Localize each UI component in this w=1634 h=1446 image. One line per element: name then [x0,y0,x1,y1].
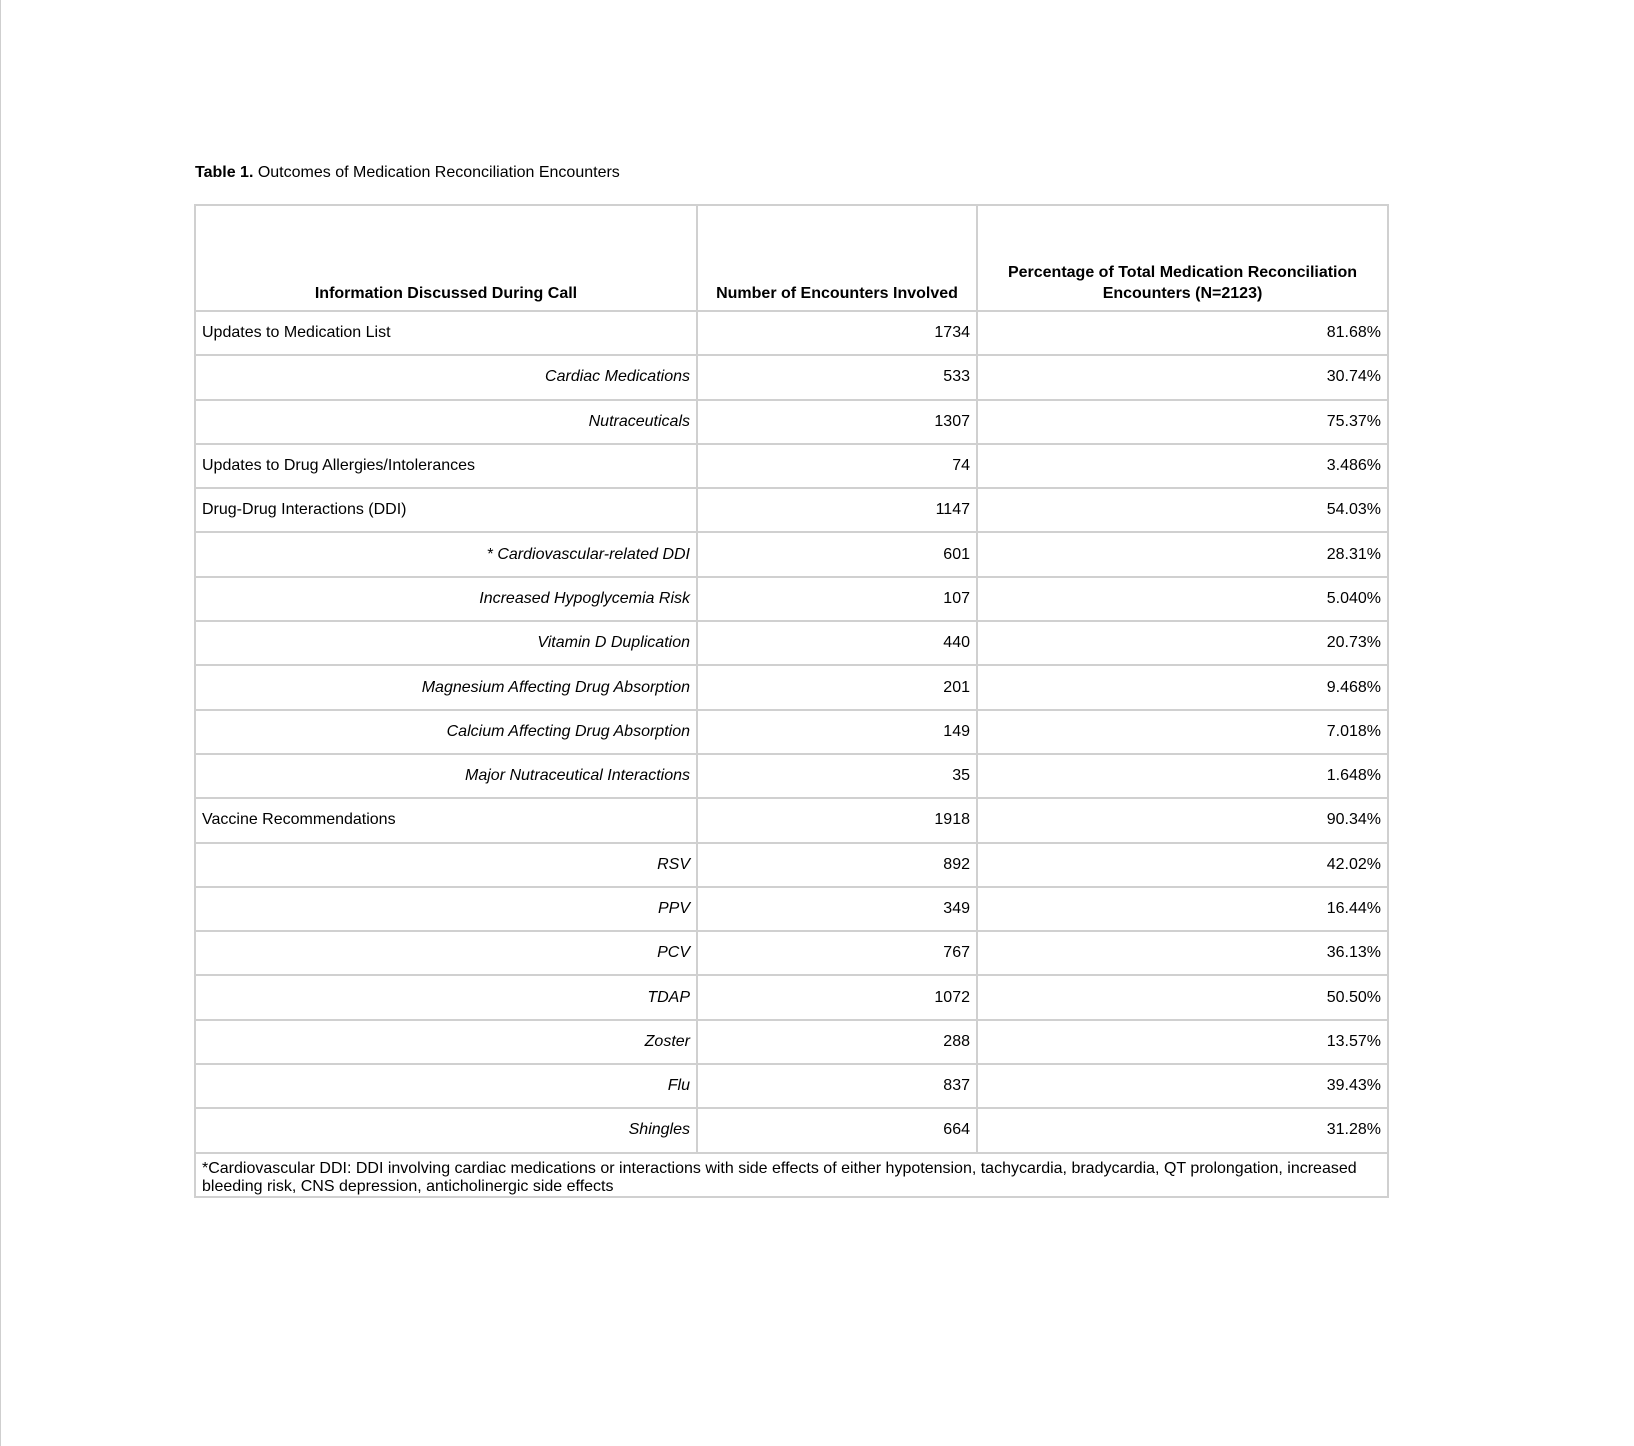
table-row [195,798,1388,842]
row-count: 349 [697,887,977,931]
row-label: Increased Hypoglycemia Risk [195,577,697,621]
row-percent: 7.018% [977,710,1388,754]
table-row [195,444,1388,488]
row-percent: 28.31% [977,532,1388,576]
row-count: 149 [697,710,977,754]
table-row [195,400,1388,444]
row-count: 1918 [697,798,977,842]
row-count: 1734 [697,311,977,355]
table-row [195,887,1388,931]
row-count: 201 [697,665,977,709]
table-row [195,488,1388,532]
table-row [195,843,1388,887]
header-count: Number of Encounters Involved [697,205,977,311]
row-percent: 13.57% [977,1020,1388,1064]
table-body [195,311,1388,1153]
row-count: 533 [697,355,977,399]
row-percent: 90.34% [977,798,1388,842]
row-percent: 75.37% [977,400,1388,444]
row-percent: 20.73% [977,621,1388,665]
row-count: 837 [697,1064,977,1108]
footnote-row [195,1153,1388,1197]
row-label: Cardiac Medications [195,355,697,399]
row-percent: 39.43% [977,1064,1388,1108]
row-percent: 9.468% [977,665,1388,709]
row-label: Shingles [195,1108,697,1152]
row-percent: 54.03% [977,488,1388,532]
row-count: 767 [697,931,977,975]
row-percent: 5.040% [977,577,1388,621]
table-row [195,1108,1388,1152]
outcomes-table [194,204,1389,1198]
row-percent: 50.50% [977,975,1388,1019]
row-percent: 42.02% [977,843,1388,887]
table-header-row [195,205,1388,311]
row-percent: 31.28% [977,1108,1388,1152]
table-row [195,931,1388,975]
table-row [195,311,1388,355]
row-count: 1147 [697,488,977,532]
table-row [195,710,1388,754]
row-label: Nutraceuticals [195,400,697,444]
table-caption-text: Outcomes of Medication Reconciliation Encounters [253,164,620,181]
row-label: Updates to Medication List [195,311,697,355]
row-label: Zoster [195,1020,697,1064]
row-label: Vaccine Recommendations [195,798,697,842]
row-label: * Cardiovascular-related DDI [195,532,697,576]
row-count: 35 [697,754,977,798]
table-row [195,665,1388,709]
table-caption [195,163,620,183]
row-count: 440 [697,621,977,665]
header-information: Information Discussed During Call [195,205,697,311]
row-count: 1307 [697,400,977,444]
table-row [195,621,1388,665]
row-count: 601 [697,532,977,576]
row-count: 1072 [697,975,977,1019]
row-percent: 81.68% [977,311,1388,355]
row-percent: 36.13% [977,931,1388,975]
table-row [195,532,1388,576]
row-percent: 30.74% [977,355,1388,399]
table-row [195,355,1388,399]
row-percent: 16.44% [977,887,1388,931]
row-label: RSV [195,843,697,887]
row-label: Vitamin D Duplication [195,621,697,665]
row-label: Magnesium Affecting Drug Absorption [195,665,697,709]
table-footnote: *Cardiovascular DDI: DDI involving cardiac medications or interactions with side effects of either hypotension, tachycardia, bradycardia, QT prolongation, increased bleeding risk, CNS depression, anticholinergic side effects [195,1153,1388,1197]
row-count: 74 [697,444,977,488]
table-caption-label: Table 1. [195,164,254,181]
row-label: Calcium Affecting Drug Absorption [195,710,697,754]
table-row [195,754,1388,798]
row-count: 107 [697,577,977,621]
table-row [195,1020,1388,1064]
row-percent: 3.486% [977,444,1388,488]
row-count: 288 [697,1020,977,1064]
header-percent: Percentage of Total Medication Reconciliation Encounters (N=2123) [977,205,1388,311]
table-row [195,577,1388,621]
row-count: 664 [697,1108,977,1152]
row-label: Drug-Drug Interactions (DDI) [195,488,697,532]
row-label: Flu [195,1064,697,1108]
row-count: 892 [697,843,977,887]
row-percent: 1.648% [977,754,1388,798]
table-row [195,975,1388,1019]
table-row [195,1064,1388,1108]
row-label: Major Nutraceutical Interactions [195,754,697,798]
row-label: Updates to Drug Allergies/Intolerances [195,444,697,488]
row-label: PPV [195,887,697,931]
row-label: PCV [195,931,697,975]
row-label: TDAP [195,975,697,1019]
